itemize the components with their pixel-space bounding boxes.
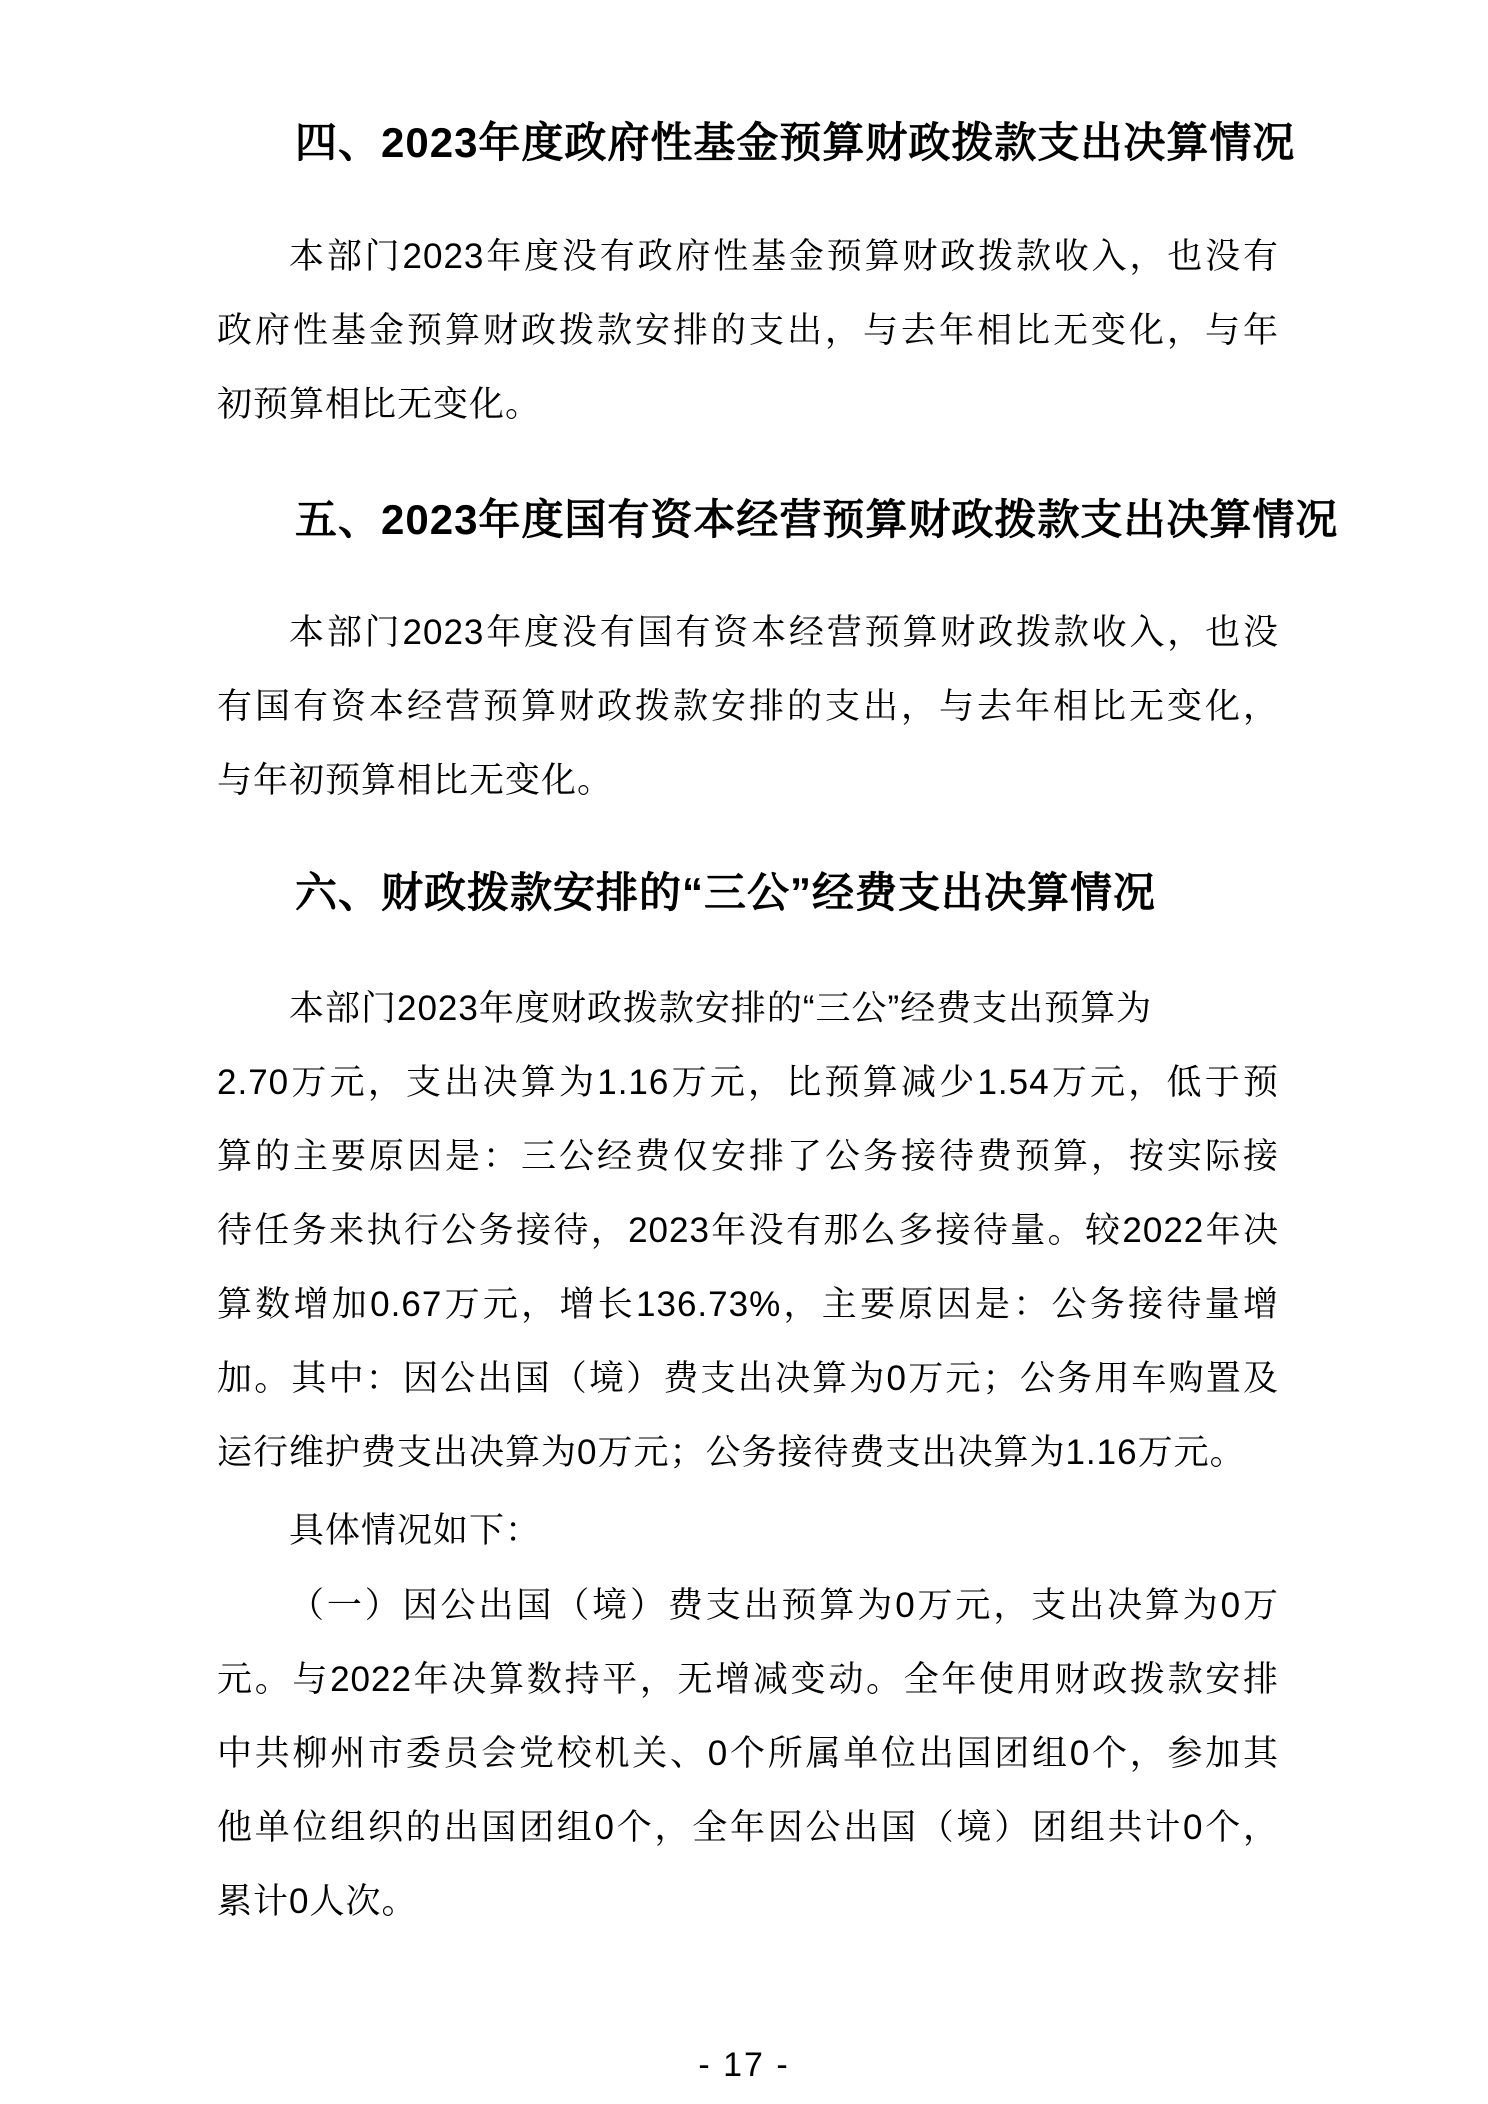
- text-line: 算的主要原因是：三公经费仅安排了公务接待费预算，按实际接: [217, 1137, 1279, 1176]
- text-line: 加。其中：因公出国（境）费支出决算为0万元；公务用车购置及: [217, 1359, 1279, 1398]
- paragraph-details-intro: [217, 1494, 1279, 1568]
- text-line: 本部门2023年度没有政府性基金预算财政拨款收入，也没有: [289, 237, 1279, 276]
- text-line: 初预算相比无变化。: [217, 385, 542, 424]
- text-line: 有国有资本经营预算财政拨款安排的支出，与去年相比无变化，: [217, 687, 1279, 726]
- text-line: 中共柳州市委员会党校机关、0个所属单位出国团组0个，参加其: [217, 1734, 1279, 1773]
- section-heading-4: 四、2023年度政府性基金预算财政拨款支出决算情况: [295, 119, 1296, 166]
- paragraph-three-public-funds: [217, 972, 1279, 1490]
- text-line: 具体情况如下：: [289, 1511, 542, 1550]
- text-line: （一）因公出国（境）费支出预算为0万元，支出决算为0万: [289, 1586, 1279, 1625]
- text-line: 算数增加0.67万元，增长136.73%，主要原因是：公务接待量增: [217, 1285, 1279, 1324]
- text-line: 累计0人次。: [217, 1882, 418, 1921]
- text-line: 2.70万元，支出决算为1.16万元，比预算减少1.54万元，低于预: [217, 1063, 1279, 1102]
- section-heading-5: 五、2023年度国有资本经营预算财政拨款支出决算情况: [295, 496, 1339, 543]
- paragraph-state-capital: [217, 596, 1279, 818]
- text-line: 他单位组织的出国团组0个，全年因公出国（境）团组共计0个，: [217, 1808, 1279, 1847]
- section-heading-6: 六、财政拨款安排的“三公”经费支出决算情况: [295, 869, 1157, 916]
- paragraph-abroad-expense: [217, 1569, 1279, 1939]
- page-number: - 17 -: [698, 2046, 790, 2084]
- text-line: 本部门2023年度没有国有资本经营预算财政拨款收入，也没: [289, 613, 1279, 652]
- text-line: 待任务来执行公务接待，2023年没有那么多接待量。较2022年决: [217, 1211, 1279, 1250]
- text-line: 本部门2023年度财政拨款安排的“三公”经费支出预算为: [289, 989, 1153, 1028]
- text-line: 运行维护费支出决算为0万元；公务接待费支出决算为1.16万元。: [217, 1433, 1246, 1472]
- text-line: 与年初预算相比无变化。: [217, 761, 614, 800]
- paragraph-gov-fund: [217, 220, 1279, 442]
- text-line: 政府性基金预算财政拨款安排的支出，与去年相比无变化，与年: [217, 311, 1279, 350]
- text-line: 元。与2022年决算数持平，无增减变动。全年使用财政拨款安排: [217, 1660, 1279, 1699]
